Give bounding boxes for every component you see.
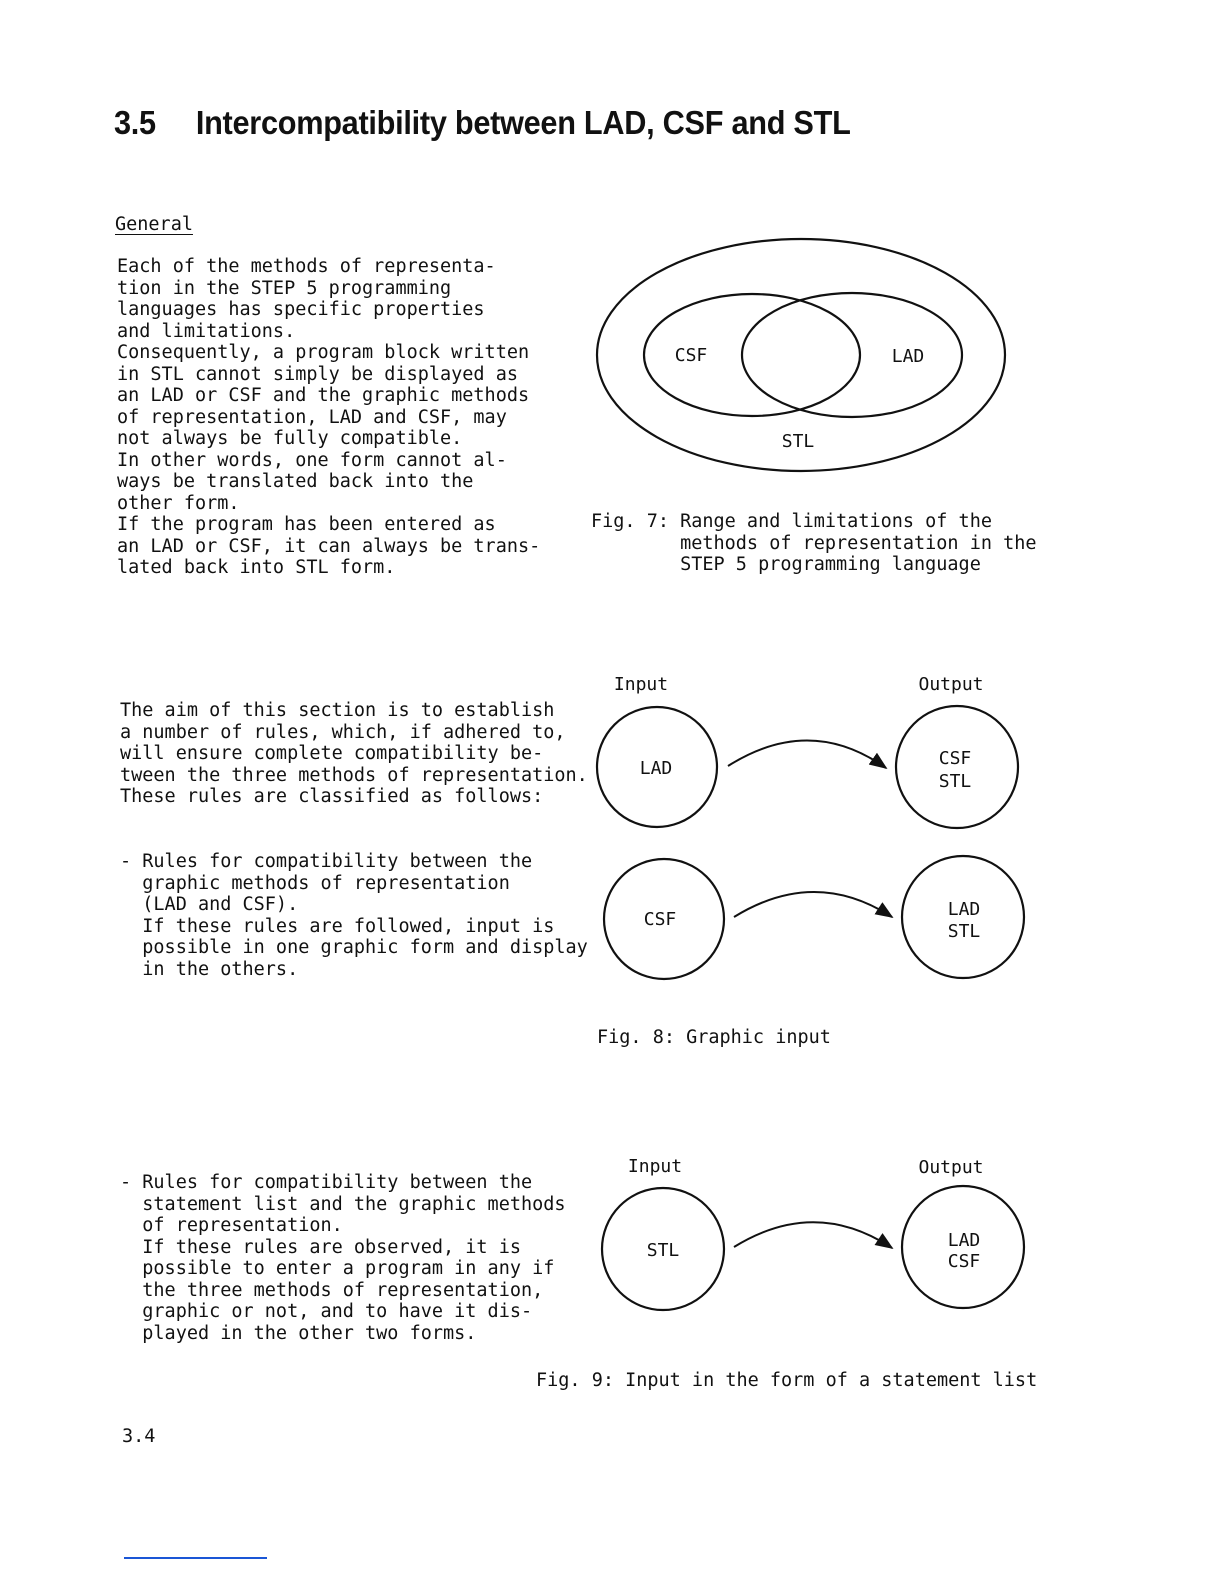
fig8-row2-input-label: CSF [643, 909, 677, 930]
lad-ellipse [742, 293, 962, 417]
fig8-diagram [597, 674, 1024, 979]
fig9-input-text: STL [646, 1240, 680, 1261]
page-number: 3.4 [122, 1426, 156, 1447]
subheading-general: General [115, 214, 193, 235]
footer-link-underline [124, 1557, 267, 1559]
fig8-input-label: Input [613, 674, 669, 695]
fig7-diagram [597, 239, 1005, 471]
section-title: Intercompatibility between LAD, CSF and STL [195, 104, 851, 141]
fig8-row2-arrow [734, 892, 892, 917]
fig9-diagram [602, 1156, 1024, 1310]
fig8-row1-output-line2: STL [938, 771, 972, 792]
fig7-label-lad: LAD [891, 346, 925, 367]
fig9-caption: Fig. 9: Input in the form of a statement list [536, 1370, 1038, 1391]
fig8-output-label: Output [918, 674, 984, 695]
fig8-caption: Fig. 8: Graphic input [597, 1027, 831, 1048]
fig9-output-line1: LAD [947, 1230, 981, 1251]
fig7-caption-text: Range and limitations of the methods of representation in the STEP 5 programming language [680, 511, 1037, 575]
rule-graphic-paragraph: - Rules for compatibility between the graphic methods of representation (LAD and CSF). If these rules are followed, input is possible in one graphic form and display in the others. [120, 851, 588, 980]
fig8-row2-output-line1: LAD [947, 899, 981, 920]
fig7-label-stl: STL [781, 431, 815, 452]
fig8-row1-input-label: LAD [639, 758, 673, 779]
section-number: 3.5 [114, 104, 156, 141]
fig7-caption [591, 511, 1037, 576]
fig8-row1-output-line1: CSF [938, 748, 972, 769]
fig7-label-csf: CSF [674, 345, 708, 366]
fig8-row1-arrow [728, 740, 886, 768]
fig9-output-label: Output [918, 1157, 984, 1178]
fig7-caption-label: Fig. 7: [591, 511, 681, 532]
fig9-output-line2: CSF [947, 1251, 981, 1272]
rule-statement-paragraph: - Rules for compatibility between the statement list and the graphic methods of representation. If these rules are observed, it is possible to enter a program in any if the three methods of representation, graphic or not, and to have it dis- played in the other two forms. [120, 1172, 566, 1344]
general-paragraph: Each of the methods of representa- tion in the STEP 5 programming languages has specific properties and limitations. Consequently, a program block written in STL cannot simply be displayed as an LAD or CSF and the graphic methods of representation, LAD and CSF, may not always be fully compatible. In other words, one form cannot al- ways be translated back into the other form. If the program has been entered as an LAD or CSF, it can always be trans- lated back into STL form. [117, 256, 541, 578]
fig8-row2-output-line2: STL [947, 921, 981, 942]
fig9-input-label: Input [627, 1156, 683, 1177]
aim-paragraph: The aim of this section is to establish a number of rules, which, if adhered to, will ensure complete compatibility be- tween the three methods of representation. These rules are classified as follows: [120, 700, 588, 807]
fig9-arrow [734, 1222, 892, 1248]
